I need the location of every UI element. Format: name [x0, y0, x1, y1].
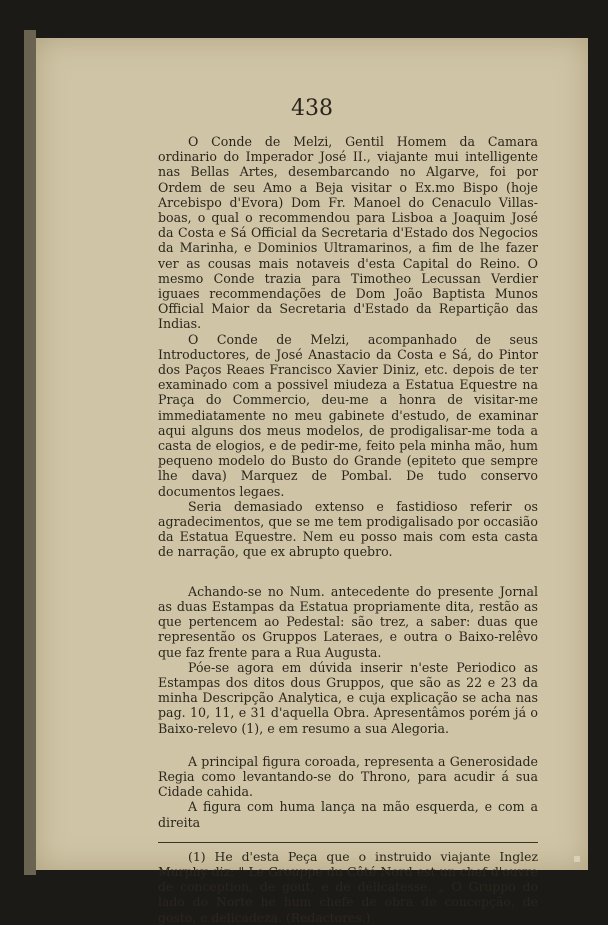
paragraph-5: Póe-se agora em dúvida inserir n'este Periodico as Estampas dos ditos dous Gruppos, que são as 22 e 23 da minha Descripção Analytica, e cuja explicação se acha nas pag. 10, 11, e 31 d'aquella Obra. Apresentâmos porém já o Baixo-relevo (1), e em resumo a sua Alegoria.: [158, 659, 538, 736]
body-text: [158, 134, 538, 925]
footnote: (1) He d'esta Peça que o instruido viajante Inglez Murphy diz: " Le Grouppe du Côté Nord est un chef d'ouvre de conception, de gout, e de délicatesse. „ O Gruppo do lado do Norte he hum chefe de obra de concepção, de gosto, e delicadeza. (Redactores.): [158, 848, 538, 925]
paragraph-2: O Conde de Melzi, acompanhado de seus Introductores, de José Anastacio da Costa e Sá, do Pintor dos Paços Reaes Francisco Xavier Diniz, etc. depois de ter examinado com a possivel miudeza a Estatua Equestre na Praça do Commercio, deu-me a honra de visitar-me immediatamente no meu gabinete d'estudo, de examinar aqui alguns dos meus modelos, de prodigalisar-me toda a casta de elogios, e de pedir-me, feito pela minha mão, hum pequeno modelo do Busto do Grande (epiteto que sempre lhe dava) Marquez de Pombal. De tudo conservo documentos legaes.: [158, 331, 538, 499]
page-number: 438: [291, 96, 333, 121]
paragraph-1: O Conde de Melzi, Gentil Homem da Camara ordinario do Imperador José II., viajante mui intelligente nas Bellas Artes, desembarcando no Algarve, foi por Ordem de seu Amo a Beja visitar o Ex.mo Bispo (hoje Arcebispo d'Evora) Dom Fr. Manoel do Cenaculo Villas-boas, o qual o recommendou para Lisboa a Joaquim José da Costa e Sá Official da Secretaria d'Estado dos Negocios da Marinha, e Dominios Ultramarinos, a fim de lhe fazer ver as cousas mais notaveis d'esta Capital do Reino. O mesmo Conde trazia para Timotheo Lecussan Verdier iguaes recommendações de Dom João Baptista Munos Official Maior da Secretaria d'Estado da Repartição das Indias.: [158, 134, 538, 332]
paragraph-7: A figura com huma lança na mão esquerda, e com a direita: [158, 799, 538, 830]
paragraph-6: A principal figura coroada, representa a Generosidade Regia como levantando-se do Throno, para acudir á sua Cidade cahida.: [158, 753, 538, 800]
paragraph-4: Achando-se no Num. antecedente do presente Jornal as duas Estampas da Estatua propriamente dita, restão as que pertencem ao Pedestal: são trez, a saber: duas que representão os Gruppos Lateraes, e outra o Baixo-relêvo que faz frente para a Rua Augusta.: [158, 583, 538, 660]
book-gutter-edge: [24, 30, 36, 875]
footnote-rule: [158, 842, 538, 843]
paragraph-3: Seria demasiado extenso e fastidioso referir os agradecimentos, que se me tem prodigalisado por occasião da Estatua Equestre. Nem eu posso mais com esta casta de narração, que ex abrupto quebro.: [158, 498, 538, 560]
page-corner-mark: [574, 856, 580, 862]
